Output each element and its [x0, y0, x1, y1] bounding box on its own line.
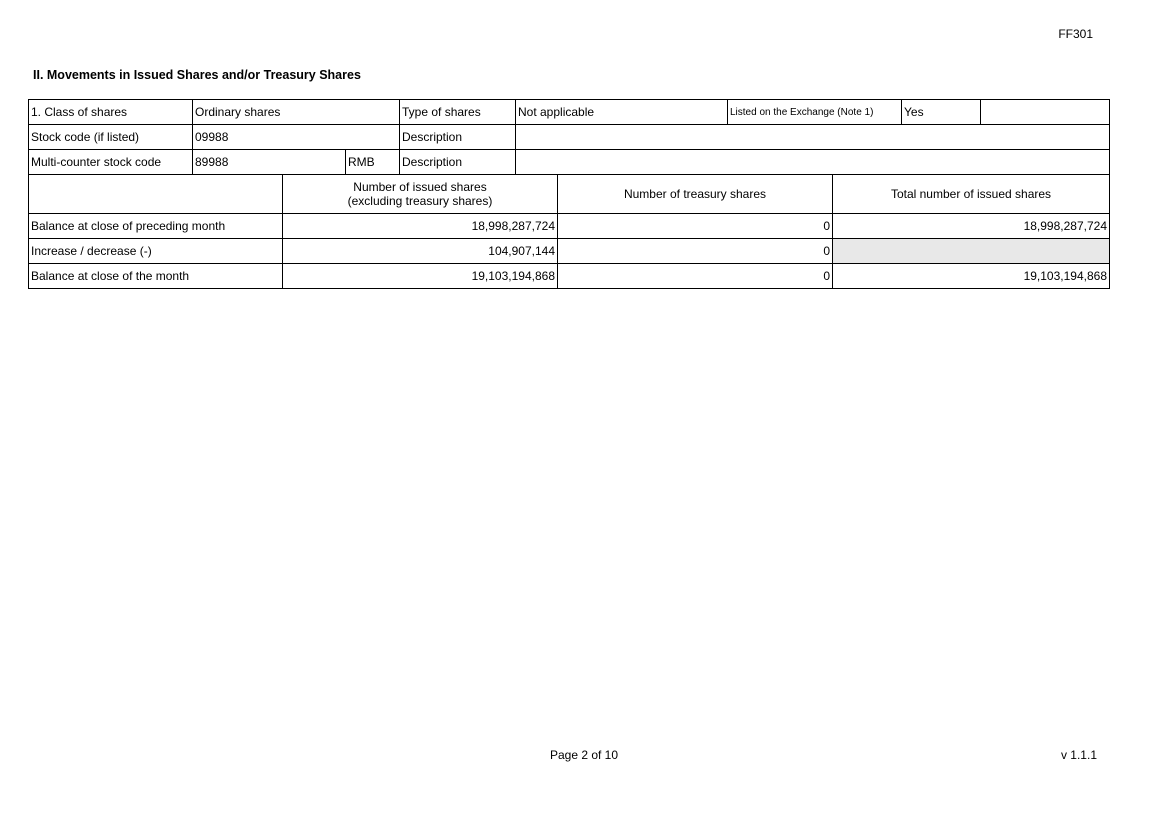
total-value-shaded — [833, 239, 1110, 264]
multi-counter-label: Multi-counter stock code — [29, 150, 193, 175]
share-class-table — [28, 99, 1110, 175]
treasury-value: 0 — [558, 239, 833, 264]
listed-label: Listed on the Exchange (Note 1) — [728, 100, 902, 125]
treasury-shares-header: Number of treasury shares — [558, 175, 833, 214]
type-value: Not applicable — [516, 100, 728, 125]
description-label: Description — [400, 125, 516, 150]
total-value: 18,998,287,724 — [833, 214, 1110, 239]
table-row — [29, 264, 1110, 289]
total-value: 19,103,194,868 — [833, 264, 1110, 289]
treasury-value: 0 — [558, 264, 833, 289]
stock-code-value: 09988 — [193, 125, 400, 150]
row-label: Increase / decrease (-) — [29, 239, 283, 264]
page-number: Page 2 of 10 — [549, 748, 619, 762]
type-label: Type of shares — [400, 100, 516, 125]
issued-shares-header: Number of issued shares (excluding treasury shares) — [283, 175, 558, 214]
form-code: FF301 — [1058, 27, 1093, 41]
total-issued-header: Total number of issued shares — [833, 175, 1110, 214]
description-label-2: Description — [400, 150, 516, 175]
section-title: II. Movements in Issued Shares and/or Treasury Shares — [33, 68, 361, 82]
stock-code-label: Stock code (if listed) — [29, 125, 193, 150]
multi-counter-value: 89988 — [193, 150, 346, 175]
table-row — [29, 214, 1110, 239]
form-version: v 1.1.1 — [1060, 748, 1097, 762]
class-value: Ordinary shares — [193, 100, 400, 125]
listed-value: Yes — [902, 100, 981, 125]
multi-counter-currency: RMB — [346, 150, 400, 175]
class-label: 1. Class of shares — [29, 100, 193, 125]
table-row — [29, 239, 1110, 264]
issued-value: 104,907,144 — [283, 239, 558, 264]
row-label: Balance at close of preceding month — [29, 214, 283, 239]
description-value-2 — [516, 150, 1110, 175]
issued-value: 19,103,194,868 — [283, 264, 558, 289]
listed-extra-cell — [981, 100, 1110, 125]
description-value — [516, 125, 1110, 150]
treasury-value: 0 — [558, 214, 833, 239]
row-label: Balance at close of the month — [29, 264, 283, 289]
issued-value: 18,998,287,724 — [283, 214, 558, 239]
movement-label-header — [29, 175, 283, 214]
movements-table — [28, 174, 1110, 289]
